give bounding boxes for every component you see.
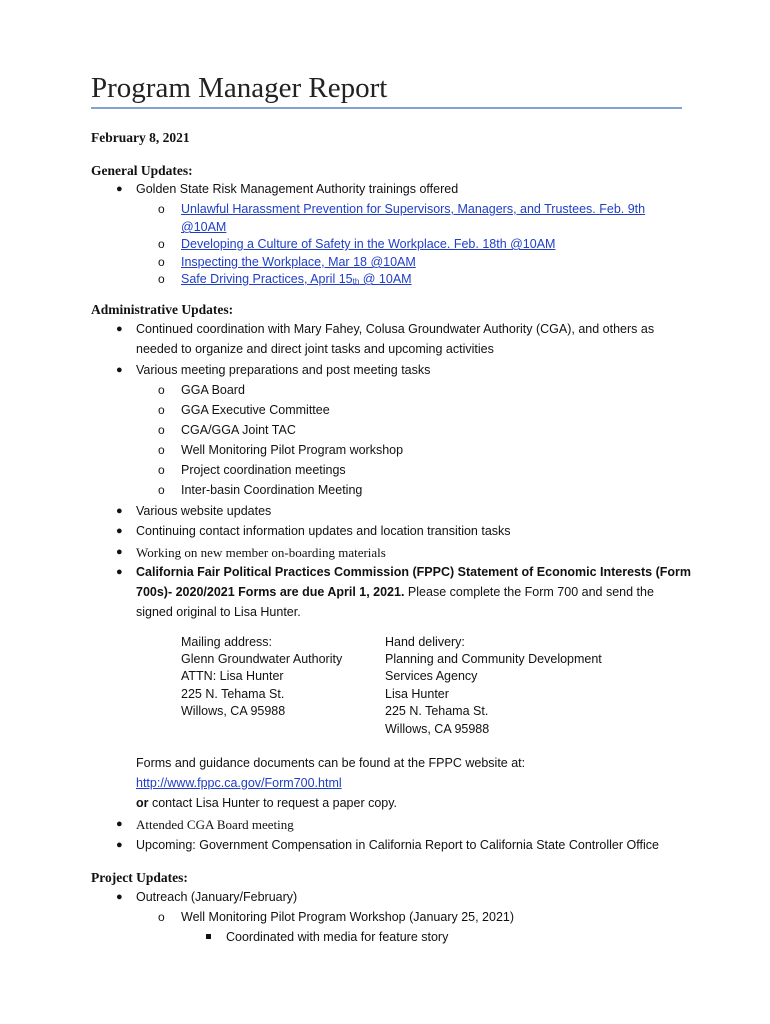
bullet-icon: ● bbox=[116, 546, 123, 558]
circle-bullet-icon: o bbox=[158, 423, 165, 437]
circle-bullet-icon: o bbox=[158, 272, 165, 286]
training-link-inspecting[interactable]: Inspecting the Workplace, Mar 18 @10AM bbox=[181, 255, 416, 269]
bullet-icon: ● bbox=[116, 525, 123, 537]
mailing-address-line: Glenn Groundwater Authority bbox=[181, 652, 343, 666]
administrative-updates-heading: Administrative Updates: bbox=[91, 302, 234, 317]
admin-item-coordination: Continued coordination with Mary Fahey, Colusa Groundwater Authority (CGA), and others as bbox=[136, 322, 655, 336]
circle-bullet-icon: o bbox=[158, 443, 165, 457]
project-item-outreach: Outreach (January/February) bbox=[136, 890, 298, 904]
hand-delivery-line: 225 N. Tehama St. bbox=[385, 704, 489, 718]
meeting-list-item: GGA Board bbox=[181, 383, 245, 397]
circle-bullet-icon: o bbox=[158, 383, 165, 397]
circle-bullet-icon: o bbox=[158, 202, 165, 216]
fppc-due-date: 700s)- 2020/2021 Forms are due April 1, 2021. bbox=[136, 585, 405, 599]
meeting-list-item: Project coordination meetings bbox=[181, 463, 346, 477]
mailing-address-line: 225 N. Tehama St. bbox=[181, 687, 285, 701]
meeting-list-item: GGA Executive Committee bbox=[181, 403, 330, 417]
circle-bullet-icon: o bbox=[158, 463, 165, 477]
admin-item-contact-updates: Continuing contact information updates and location transition tasks bbox=[136, 524, 511, 538]
or-text: or bbox=[136, 796, 149, 810]
paper-copy-rest: contact Lisa Hunter to request a paper copy. bbox=[148, 796, 398, 810]
training-link-safe-driving[interactable] bbox=[181, 271, 412, 290]
meeting-list-item: Inter-basin Coordination Meeting bbox=[181, 483, 363, 497]
hand-delivery-line: Services Agency bbox=[385, 669, 478, 683]
bullet-icon: ● bbox=[116, 323, 123, 335]
title-underline bbox=[91, 107, 682, 109]
square-bullet-icon bbox=[206, 934, 211, 939]
safe-driving-time: @ 10AM bbox=[359, 272, 412, 286]
ordinal-suffix: th bbox=[352, 277, 360, 286]
training-link-harassment-time[interactable]: @10AM bbox=[181, 220, 227, 234]
hand-delivery-line: Planning and Community Development bbox=[385, 652, 602, 666]
page-title: Program Manager Report bbox=[91, 72, 388, 104]
bullet-icon: ● bbox=[116, 505, 123, 517]
bullet-icon: ● bbox=[116, 818, 123, 830]
hand-delivery-label: Hand delivery: bbox=[385, 635, 465, 649]
admin-item-compensation-report: Upcoming: Government Compensation in California Report to California State Controller Office bbox=[136, 838, 659, 852]
meeting-list-item: Well Monitoring Pilot Program workshop bbox=[181, 443, 404, 457]
project-updates-heading: Project Updates: bbox=[91, 870, 188, 885]
bullet-icon: ● bbox=[116, 839, 123, 851]
circle-bullet-icon: o bbox=[158, 255, 165, 269]
paper-copy-text bbox=[136, 795, 397, 812]
admin-item-meetings: Various meeting preparations and post meeting tasks bbox=[136, 363, 431, 377]
training-link-harassment[interactable]: Unlawful Harassment Prevention for Supervisors, Managers, and Trustees. Feb. 9th bbox=[181, 202, 646, 216]
fppc-notice-line1: California Fair Political Practices Commission (FPPC) Statement of Economic Interests (Form bbox=[136, 565, 691, 579]
circle-bullet-icon: o bbox=[158, 237, 165, 251]
admin-item-onboarding: Working on new member on-boarding materials bbox=[136, 545, 386, 560]
fppc-notice-line2 bbox=[136, 584, 654, 601]
mailing-address-line: ATTN: Lisa Hunter bbox=[181, 669, 284, 683]
admin-item-coordination-cont: needed to organize and direct joint tasks and upcoming activities bbox=[136, 342, 494, 356]
bullet-icon: ● bbox=[116, 183, 123, 195]
admin-item-cga-board: Attended CGA Board meeting bbox=[136, 817, 294, 832]
bullet-icon: ● bbox=[116, 364, 123, 376]
general-updates-heading: General Updates: bbox=[91, 163, 193, 178]
meeting-list-item: CGA/GGA Joint TAC bbox=[181, 423, 296, 437]
bullet-icon: ● bbox=[116, 891, 123, 903]
mailing-address-line: Willows, CA 95988 bbox=[181, 704, 286, 718]
admin-item-website: Various website updates bbox=[136, 504, 272, 518]
training-link-safety-culture[interactable]: Developing a Culture of Safety in the Workplace. Feb. 18th @10AM bbox=[181, 237, 556, 251]
fppc-form700-link[interactable]: http://www.fppc.ca.gov/Form700.html bbox=[136, 776, 342, 790]
circle-bullet-icon: o bbox=[158, 483, 165, 497]
circle-bullet-icon: o bbox=[158, 403, 165, 417]
safe-driving-text: Safe Driving Practices, April 15 bbox=[181, 272, 353, 286]
mailing-address-label: Mailing address: bbox=[181, 635, 273, 649]
fppc-instruction: Please complete the Form 700 and send the bbox=[404, 585, 654, 599]
hand-delivery-line: Willows, CA 95988 bbox=[385, 722, 490, 736]
project-subsubitem-media: Coordinated with media for feature story bbox=[226, 930, 449, 944]
fppc-notice-line3: signed original to Lisa Hunter. bbox=[136, 605, 301, 619]
forms-guidance-text: Forms and guidance documents can be found at the FPPC website at: bbox=[136, 756, 526, 770]
circle-bullet-icon: o bbox=[158, 910, 165, 924]
project-subitem-workshop: Well Monitoring Pilot Program Workshop (January 25, 2021) bbox=[181, 910, 515, 924]
general-item-trainings: Golden State Risk Management Authority trainings offered bbox=[136, 182, 459, 196]
hand-delivery-line: Lisa Hunter bbox=[385, 687, 449, 701]
bullet-icon: ● bbox=[116, 566, 123, 578]
report-date: February 8, 2021 bbox=[91, 130, 190, 145]
